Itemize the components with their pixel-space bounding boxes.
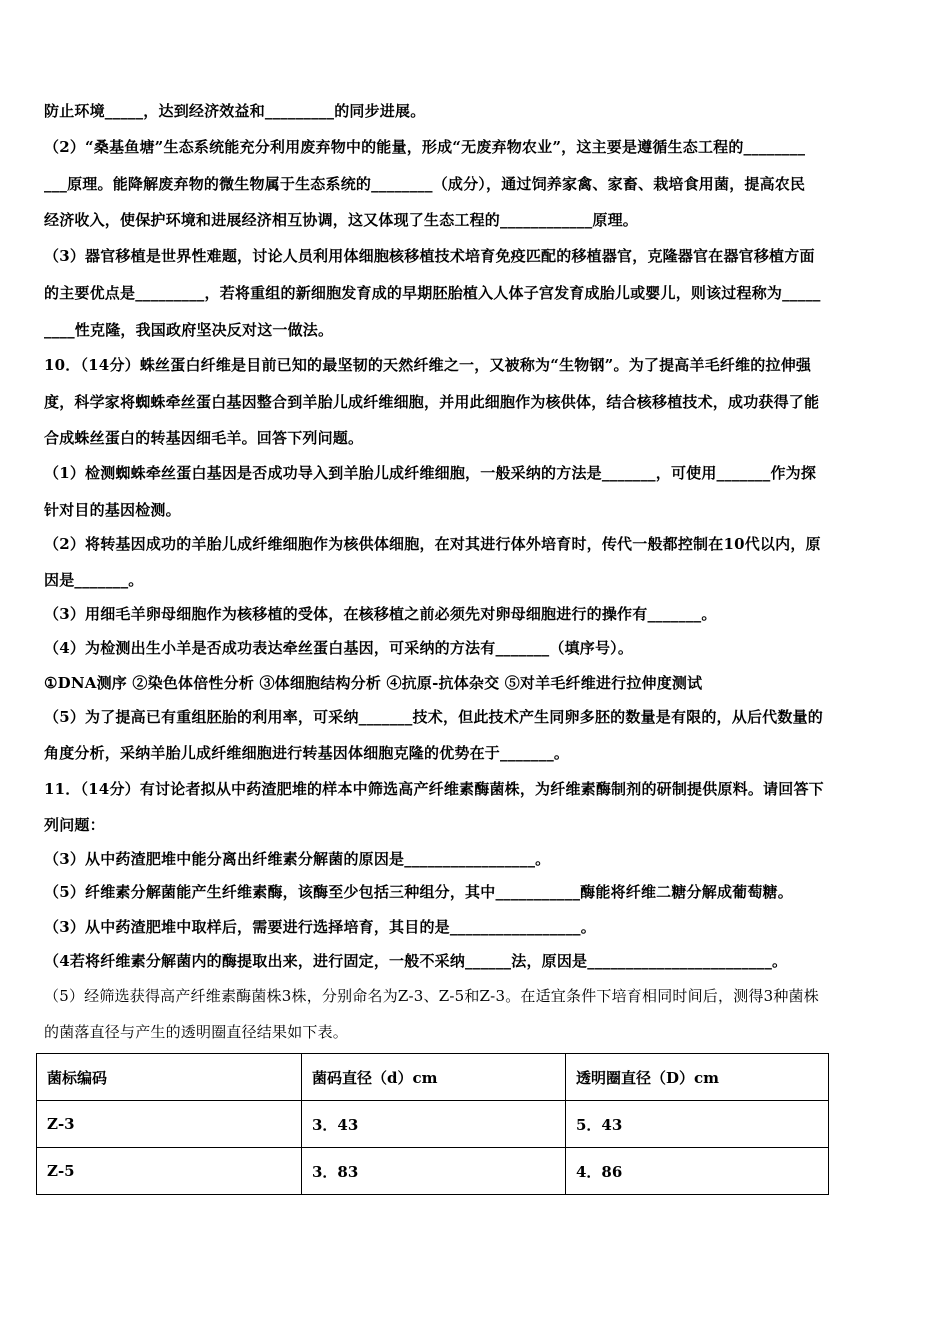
text-line: 因是_______。 bbox=[44, 571, 144, 589]
text-line: （3）从中药渣肥堆中能分离出纤维素分解菌的原因是_________________。 bbox=[44, 850, 551, 868]
table-header-row bbox=[37, 1054, 829, 1101]
table-cell: 5．43 bbox=[566, 1101, 829, 1148]
results-table bbox=[36, 1053, 829, 1195]
table-cell: Z-5 bbox=[37, 1148, 302, 1195]
text-line: （2）将转基因成功的羊胎儿成纤维细胞作为核供体细胞，在对其进行体外培育时，传代一般都控制在10代以内，原 bbox=[44, 535, 821, 553]
text-line: （1）检测蜘蛛牵丝蛋白基因是否成功导入到羊胎儿成纤维细胞，一般采纳的方法是_______，可使用_______作为探 bbox=[44, 464, 817, 482]
text-line: （5）纤维素分解菌能产生纤维素酶，该酶至少包括三种组分，其中___________酶能将纤维二糖分解成葡萄糖。 bbox=[44, 883, 793, 901]
text-line: （3）从中药渣肥堆中取样后，需要进行选择培育，其目的是_________________。 bbox=[44, 918, 596, 936]
text-line: 角度分析，采纳羊胎儿成纤维细胞进行转基因体细胞克隆的优势在于_______。 bbox=[44, 744, 570, 762]
text-line: （5）经筛选获得高产纤维素酶菌株3株，分别命名为Z-3、Z-5和Z-3。在适宜条件下培育相同时间后，测得3种菌株 bbox=[44, 987, 819, 1005]
text-line: 的菌落直径与产生的透明圈直径结果如下表。 bbox=[44, 1023, 349, 1041]
text-line: 列问题： bbox=[44, 816, 105, 834]
table-row bbox=[37, 1101, 829, 1148]
text-line: 防止环境_____，达到经济效益和_________的同步进展。 bbox=[44, 102, 426, 120]
text-line: 10．（14分）蛛丝蛋白纤维是目前已知的最坚韧的天然纤维之一，又被称为“生物钢”。为了提高羊毛纤维的拉伸强 bbox=[44, 356, 812, 374]
table-cell: 4．86 bbox=[566, 1148, 829, 1195]
text-line: 合成蛛丝蛋白的转基因细毛羊。回答下列问题。 bbox=[44, 429, 364, 447]
table-header-cell: 透明圈直径（D）cm bbox=[566, 1054, 829, 1101]
text-line: （2）“桑基鱼塘”生态系统能充分利用废弃物中的能量，形成“无废弃物农业”，这主要是遵循生态工程的________ bbox=[44, 138, 806, 156]
text-line: （3）器官移植是世界性难题，讨论人员利用体细胞核移植技术培育免疫匹配的移植器官，克隆器官在器官移植方面 bbox=[44, 247, 815, 265]
text-line: （4若将纤维素分解菌内的酶提取出来，进行固定，一般不采纳______法，原因是________________________。 bbox=[44, 952, 788, 970]
text-line: 11．（14分）有讨论者拟从中药渣肥堆的样本中筛选高产纤维素酶菌株，为纤维素酶制剂的研制提供原料。请回答下 bbox=[44, 780, 824, 798]
table-row bbox=[37, 1148, 829, 1195]
table-header-cell: 菌码直径（d）cm bbox=[302, 1054, 566, 1101]
text-line: ①DNA测序 ②染色体倍性分析 ③体细胞结构分析 ④抗原-抗体杂交 ⑤对羊毛纤维进行拉伸度测试 bbox=[44, 674, 703, 692]
table-cell: Z-3 bbox=[37, 1101, 302, 1148]
text-line: （4）为检测出生小羊是否成功表达牵丝蛋白基因，可采纳的方法有_______（填序号）。 bbox=[44, 639, 634, 657]
text-line: （3）用细毛羊卵母细胞作为核移植的受体，在核移植之前必须先对卵母细胞进行的操作有_______。 bbox=[44, 605, 717, 623]
table-cell: 3．43 bbox=[302, 1101, 566, 1148]
text-line: （5）为了提高已有重组胚胎的利用率，可采纳_______技术，但此技术产生同卵多胚的数量是有限的，从后代数量的 bbox=[44, 708, 823, 726]
text-line: 的主要优点是_________，若将重组的新细胞发育成的早期胚胎植入人体子宫发育成胎儿或婴儿，则该过程称为_____ bbox=[44, 284, 821, 302]
table-cell: 3．83 bbox=[302, 1148, 566, 1195]
table-header-cell: 菌标编码 bbox=[37, 1054, 302, 1101]
text-line: 度，科学家将蜘蛛牵丝蛋白基因整合到羊胎儿成纤维细胞，并用此细胞作为核供体，结合核移植技术，成功获得了能 bbox=[44, 393, 820, 411]
text-line: 针对目的基因检测。 bbox=[44, 501, 181, 519]
text-line: ___原理。能降解废弃物的微生物属于生态系统的________（成分），通过饲养家禽、家畜、栽培食用菌，提高农民 bbox=[44, 175, 806, 193]
text-line: 经济收入，使保护环境和进展经济相互协调，这又体现了生态工程的____________原理。 bbox=[44, 211, 639, 229]
text-line: ____性克隆，我国政府坚决反对这一做法。 bbox=[44, 321, 334, 339]
